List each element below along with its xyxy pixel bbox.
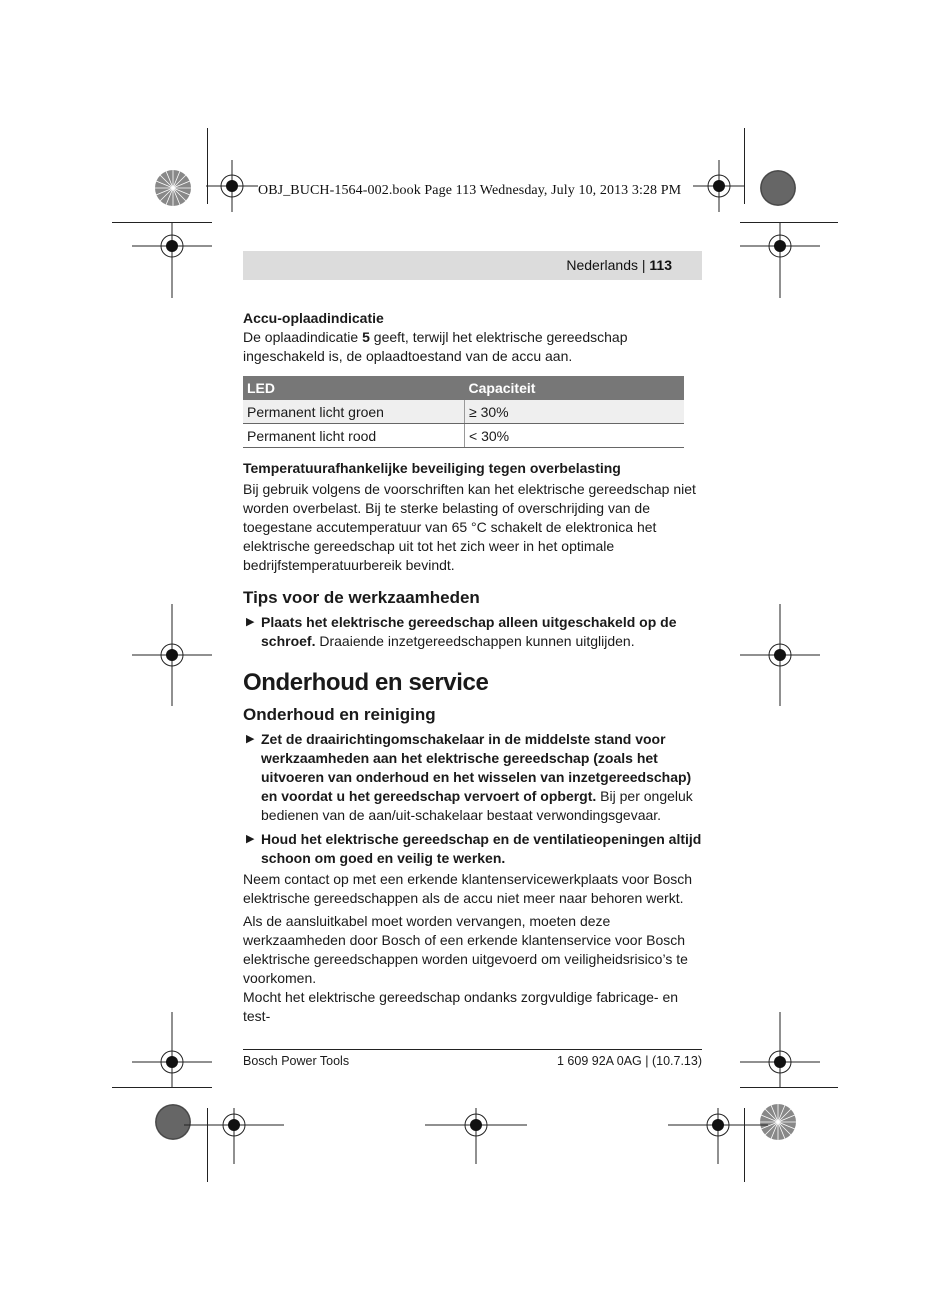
registration-starburst-icon [154, 169, 192, 207]
footer-doc-number: 1 609 92A 0AG | (10.7.13) [556, 1054, 702, 1068]
crosshair-icon [693, 160, 745, 212]
footer-rule [243, 1049, 702, 1050]
crosshair-icon [132, 222, 212, 298]
section-heading: Accu-oplaadindicatie [243, 310, 384, 326]
table-cell: ≥ 30% [465, 400, 685, 424]
crosshair-icon [132, 1012, 212, 1088]
running-head [243, 251, 702, 280]
crosshair-icon [740, 222, 820, 298]
table-header-row [243, 376, 684, 400]
section-temperature-protection [243, 459, 702, 575]
bullet-triangle-icon: ▶ [246, 616, 255, 628]
language-label: Nederlands [566, 257, 638, 273]
list-item: ▶ Plaats het elektrische gereedschap alleen uitgeschakeld op de schroef. Draaiende inzetgereedschappen kunnen uitglijden. [246, 614, 677, 649]
print-file-header: OBJ_BUCH-1564-002.book Page 113 Wednesday, July 10, 2013 3:28 PM [258, 183, 682, 198]
led-capacity-table [243, 376, 684, 448]
paragraph: Als de aansluitkabel moet worden vervangen, moeten deze werkzaamheden door Bosch of een erkende klantenservice voor Bosch elektrische gereedschappen worden uitgevoerd om veiligheidsrisico’s te voorkomen. [243, 913, 688, 986]
section-maintenance-service [243, 669, 702, 1026]
paragraph: Mocht het elektrische gereedschap ondanks zorgvuldige fabricage- en test- [243, 989, 679, 1024]
crosshair-icon [184, 1108, 284, 1164]
list-item: ▶ Zet de draairichtingomschakelaar in de middelste stand voor werkzaamheden aan het elektrische gereedschap (zoals het uitvoeren van onderhoud en het wisselen van inzetgereedschap) en voordat u het gereedschap vervoert of opbergt. Bij per ongeluk bedienen van de aan/uit-schakelaar bestaat verwondingsgevaar. [246, 731, 693, 823]
crosshair-icon [425, 1108, 527, 1164]
crosshair-icon [206, 160, 258, 212]
list-item: ▶ Houd het elektrische gereedschap en de ventilatieopeningen altijd schoon om goed en veilig te werken. [246, 831, 702, 866]
section-heading: Temperatuurafhankelijke beveiliging tegen overbelasting [243, 460, 621, 476]
bullet-triangle-icon: ▶ [246, 733, 255, 745]
table-cell: Permanent licht rood [243, 424, 465, 448]
table-header-cell: LED [243, 376, 465, 400]
crosshair-icon [740, 604, 820, 706]
crosshair-icon [132, 604, 212, 706]
section-charge-indicator [243, 309, 702, 366]
separator: | [641, 257, 646, 273]
chapter-title: Onderhoud en service [243, 669, 489, 696]
table-row [243, 424, 684, 448]
section-heading: Tips voor de werkzaamheden [243, 588, 480, 607]
table-header-cell: Capaciteit [465, 376, 685, 400]
paragraph: De oplaadindicatie 5 geeft, terwijl het elektrische gereedschap ingeschakeld is, de oplaadtoestand van de accu aan. [243, 329, 628, 364]
crosshair-icon [668, 1108, 768, 1164]
bullet-triangle-icon: ▶ [246, 833, 255, 845]
table-cell: Permanent licht groen [243, 400, 465, 424]
paragraph: Neem contact op met een erkende klantenservicewerkplaats voor Bosch elektrische gereedschappen als de accu niet meer naar behoren werkt. [243, 871, 693, 906]
table-cell: < 30% [465, 424, 685, 448]
section-tips [243, 588, 702, 651]
section-heading: Onderhoud en reiniging [243, 705, 436, 724]
paragraph: Bij gebruik volgens de voorschriften kan het elektrische gereedschap niet worden overbelast. Bij te sterke belasting of overschrijding van de toegestane accutemperatuur van 65 °C schakelt de elektronica het elektrische gereedschap uit tot het zich weer in het optimale bedrijfstemperatuurbereik bevindt. [243, 481, 696, 573]
table-row [243, 400, 684, 424]
page-number: 113 [649, 257, 672, 273]
registration-solid-icon [759, 169, 797, 207]
footer-brand: Bosch Power Tools [243, 1054, 350, 1068]
crosshair-icon [740, 1012, 820, 1088]
